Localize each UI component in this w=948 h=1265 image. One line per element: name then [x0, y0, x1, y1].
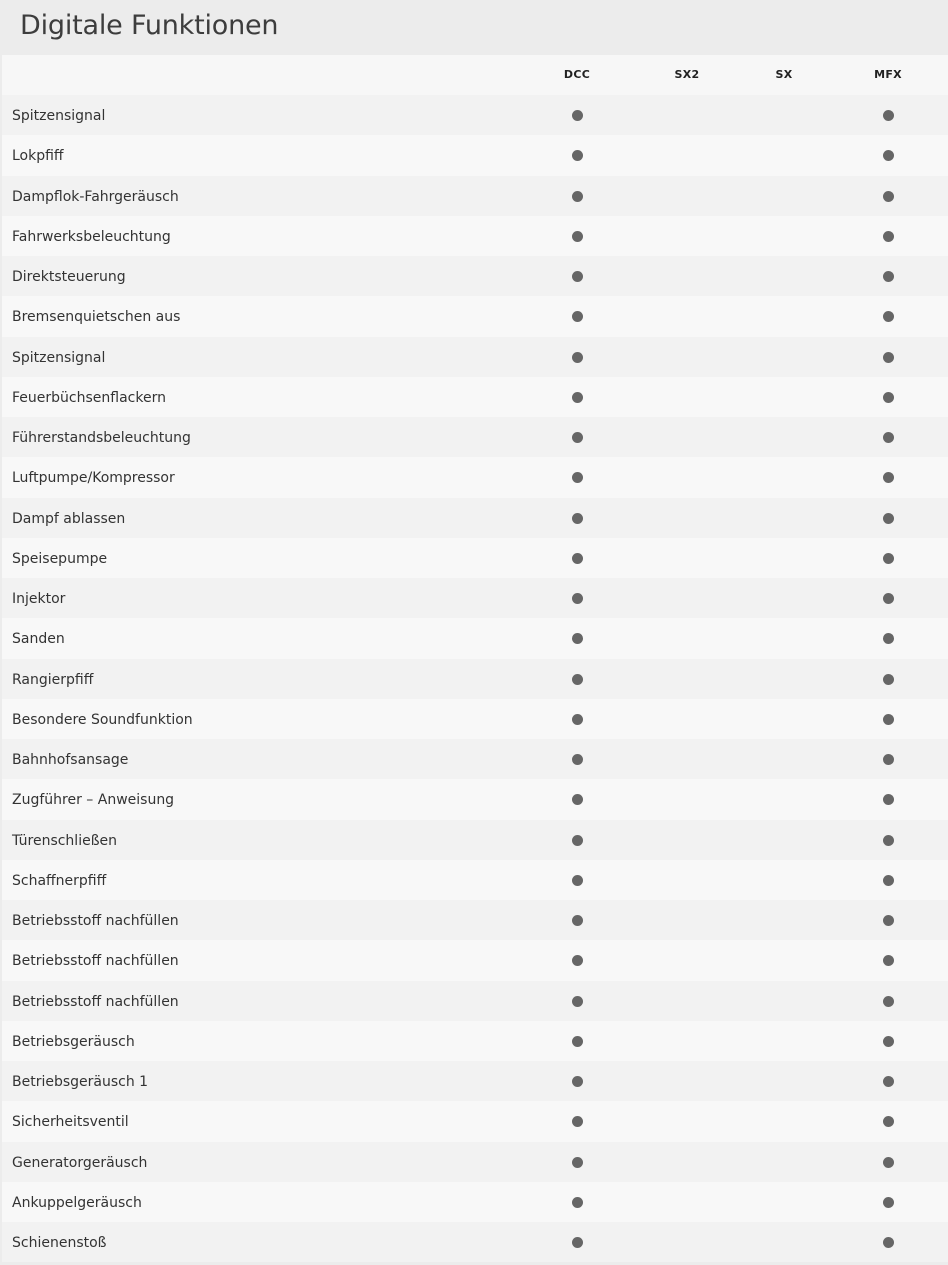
dcc-supported-dot-icon: [572, 1197, 583, 1208]
mfx-supported-dot-icon: [883, 513, 894, 524]
dcc-supported-dot-icon: [572, 231, 583, 242]
table-row: [2, 337, 948, 377]
mfx-supported-dot-icon: [883, 472, 894, 483]
mfx-supported-dot-icon: [883, 1197, 894, 1208]
function-label: Feuerbüchsenflackern: [12, 389, 166, 406]
table-row: [2, 1222, 948, 1262]
mfx-supported-dot-icon: [883, 231, 894, 242]
table-row: [2, 981, 948, 1021]
dcc-supported-dot-icon: [572, 352, 583, 363]
dcc-supported-dot-icon: [572, 392, 583, 403]
mfx-supported-dot-icon: [883, 1036, 894, 1047]
function-label: Generatorgeräusch: [12, 1154, 148, 1171]
table-row: [2, 1061, 948, 1101]
function-label: Lokpfiff: [12, 148, 64, 165]
dcc-supported-dot-icon: [572, 593, 583, 604]
dcc-supported-dot-icon: [572, 754, 583, 765]
table-row: [2, 659, 948, 699]
function-label: Führerstandsbeleuchtung: [12, 430, 191, 446]
dcc-supported-dot-icon: [572, 432, 583, 443]
function-label: Besondere Soundfunktion: [12, 711, 193, 728]
mfx-supported-dot-icon: [883, 835, 894, 846]
dcc-supported-dot-icon: [572, 955, 583, 966]
function-label: Sanden: [12, 631, 65, 648]
dcc-supported-dot-icon: [572, 1036, 583, 1047]
function-label: Türenschließen: [12, 832, 117, 849]
table-row: [2, 176, 948, 216]
mfx-supported-dot-icon: [883, 1116, 894, 1127]
dcc-supported-dot-icon: [572, 875, 583, 886]
page-title: Digitale Funktionen: [20, 10, 279, 41]
mfx-supported-dot-icon: [883, 875, 894, 886]
table-row: [2, 699, 948, 739]
table-row: [2, 417, 948, 457]
mfx-supported-dot-icon: [883, 633, 894, 644]
dcc-supported-dot-icon: [572, 472, 583, 483]
table-row: [2, 1182, 948, 1222]
table-row: [2, 739, 948, 779]
table-row: [2, 457, 948, 497]
function-label: Bremsenquietschen aus: [12, 309, 181, 326]
dcc-supported-dot-icon: [572, 996, 583, 1007]
function-label: Rangierpfiff: [12, 671, 94, 688]
table-header: [2, 55, 948, 95]
mfx-supported-dot-icon: [883, 593, 894, 604]
mfx-supported-dot-icon: [883, 432, 894, 443]
digital-functions-table: [2, 55, 948, 1262]
function-label: Betriebsgeräusch: [12, 1033, 135, 1050]
function-label: Luftpumpe/Kompressor: [12, 470, 175, 487]
function-label: Schienenstoß: [12, 1235, 107, 1251]
function-label: Injektor: [12, 591, 66, 607]
mfx-supported-dot-icon: [883, 110, 894, 121]
function-label: Betriebsstoff nachfüllen: [12, 993, 179, 1010]
function-label: Bahnhofsansage: [12, 752, 129, 768]
mfx-supported-dot-icon: [883, 1157, 894, 1168]
function-label: Sicherheitsventil: [12, 1114, 129, 1131]
mfx-supported-dot-icon: [883, 915, 894, 926]
mfx-supported-dot-icon: [883, 150, 894, 161]
mfx-supported-dot-icon: [883, 714, 894, 725]
table-row: [2, 860, 948, 900]
column-header-sx: SX: [775, 68, 793, 81]
function-label: Betriebsstoff nachfüllen: [12, 913, 179, 929]
function-label: Dampflok-Fahrgeräusch: [12, 188, 179, 205]
table-row: [2, 1021, 948, 1061]
table-row: [2, 618, 948, 658]
dcc-supported-dot-icon: [572, 1157, 583, 1168]
mfx-supported-dot-icon: [883, 553, 894, 564]
dcc-supported-dot-icon: [572, 1076, 583, 1087]
function-label: Direktsteuerung: [12, 269, 126, 285]
mfx-supported-dot-icon: [883, 311, 894, 322]
function-label: Spitzensignal: [12, 349, 106, 366]
mfx-supported-dot-icon: [883, 392, 894, 403]
function-label: Betriebsstoff nachfüllen: [12, 953, 179, 970]
function-label: Speisepumpe: [12, 550, 108, 567]
dcc-supported-dot-icon: [572, 150, 583, 161]
table-row: [2, 779, 948, 819]
column-header-sx2: SX2: [674, 68, 700, 81]
function-label: Fahrwerksbeleuchtung: [12, 228, 171, 245]
table-row: [2, 95, 948, 135]
dcc-supported-dot-icon: [572, 674, 583, 685]
table-row: [2, 377, 948, 417]
mfx-supported-dot-icon: [883, 955, 894, 966]
function-label: Ankuppelgeräusch: [12, 1194, 142, 1211]
dcc-supported-dot-icon: [572, 553, 583, 564]
dcc-supported-dot-icon: [572, 513, 583, 524]
table-body: [2, 95, 948, 1262]
column-header-dcc: DCC: [563, 68, 591, 81]
table-row: [2, 1101, 948, 1141]
function-label: Spitzensignal: [12, 108, 106, 124]
function-label: Betriebsgeräusch 1: [12, 1074, 149, 1090]
mfx-supported-dot-icon: [883, 996, 894, 1007]
table-row: [2, 578, 948, 618]
function-label: Dampf ablassen: [12, 510, 126, 527]
table-row: [2, 820, 948, 860]
mfx-supported-dot-icon: [883, 674, 894, 685]
dcc-supported-dot-icon: [572, 191, 583, 202]
column-header-mfx: MFX: [874, 68, 902, 81]
table-row: [2, 216, 948, 256]
mfx-supported-dot-icon: [883, 352, 894, 363]
dcc-supported-dot-icon: [572, 835, 583, 846]
dcc-supported-dot-icon: [572, 714, 583, 725]
mfx-supported-dot-icon: [883, 1237, 894, 1248]
table-row: [2, 296, 948, 336]
dcc-supported-dot-icon: [572, 110, 583, 121]
mfx-supported-dot-icon: [883, 794, 894, 805]
mfx-supported-dot-icon: [883, 1076, 894, 1087]
dcc-supported-dot-icon: [572, 1116, 583, 1127]
function-label: Zugführer – Anweisung: [12, 792, 175, 809]
dcc-supported-dot-icon: [572, 311, 583, 322]
table-row: [2, 538, 948, 578]
dcc-supported-dot-icon: [572, 633, 583, 644]
table-row: [2, 940, 948, 980]
dcc-supported-dot-icon: [572, 915, 583, 926]
dcc-supported-dot-icon: [572, 794, 583, 805]
table-row: [2, 135, 948, 175]
table-row: [2, 256, 948, 296]
mfx-supported-dot-icon: [883, 271, 894, 282]
dcc-supported-dot-icon: [572, 1237, 583, 1248]
function-label: Schaffnerpfiff: [12, 872, 107, 889]
dcc-supported-dot-icon: [572, 271, 583, 282]
table-row: [2, 498, 948, 538]
table-row: [2, 1142, 948, 1182]
mfx-supported-dot-icon: [883, 754, 894, 765]
mfx-supported-dot-icon: [883, 191, 894, 202]
table-row: [2, 900, 948, 940]
